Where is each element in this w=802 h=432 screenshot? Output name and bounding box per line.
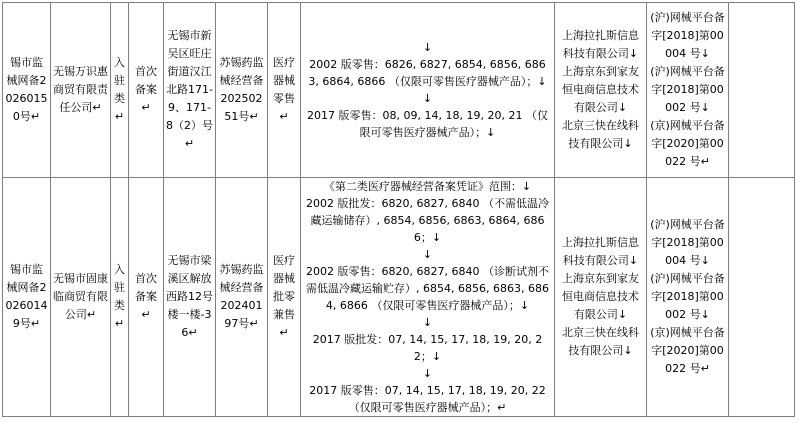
license-no-cell: 苏锡药监械经营备20240197号↵ — [216, 178, 268, 417]
entry-type-cell: 入驻类↵ — [111, 3, 129, 178]
record-kind-cell: 首次备案↵ — [129, 178, 164, 417]
business-mode-cell: 医疗器械零售↵ — [268, 3, 301, 178]
scope-line: 2017 版批发：07, 14, 15, 17, 18, 19, 20, 22；↓ — [312, 333, 543, 363]
record-no-cell: 锡市监械网备20260150号↵ — [3, 3, 51, 178]
company-cell: 无锡万识惠商贸有限责任公司↵ — [51, 3, 111, 178]
table-row — [3, 178, 795, 417]
platform-name: 上海京东到家友恒电商信息技术有限公司↓ — [562, 272, 639, 321]
scope-line: ↓ — [422, 41, 433, 54]
scope-cell — [301, 178, 555, 417]
filing-no: (京)网械平台备字[2020]第00022 号↵ — [650, 119, 725, 168]
empty-cell — [729, 3, 795, 178]
platform-cell — [555, 3, 647, 178]
filing-no: (沪)网械平台备字[2018]第00004 号↓ — [650, 11, 725, 60]
scope-line: 2002 版批发：6820, 6827, 6840 （不需低温冷藏运输储存）, 6854, 6856, 6863, 6864, 6866；↓ — [306, 197, 549, 244]
scope-line: ↓ — [422, 316, 433, 329]
table-row — [3, 3, 795, 178]
filing-no: (沪)网械平台备字[2018]第00002 号↓ — [650, 65, 725, 114]
filing-no: (沪)网械平台备字[2018]第00002 号↓ — [650, 272, 725, 321]
platform-name: 上海京东到家友恒电商信息技术有限公司↓ — [562, 65, 639, 114]
scope-line: 《第二类医疗器械经营备案凭证》范围：↓ — [323, 180, 532, 193]
scope-line: ↓ — [422, 92, 433, 105]
filing-no: (沪)网械平台备字[2018]第00004 号↓ — [650, 218, 725, 267]
scope-line: 2002 版零售：6820, 6827, 6840 （诊断试剂不需低温冷藏运输贮存）, 6854, 6856, 6863, 6864, 6866 （仅限可零售医疗器械产品）；↓ — [306, 265, 549, 312]
business-mode-cell: 医疗器械批零兼售↵ — [268, 178, 301, 417]
platform-name: 北京三快在线科技有限公司↓ — [562, 119, 639, 150]
empty-cell — [729, 178, 795, 417]
platform-cell — [555, 178, 647, 417]
record-kind-cell: 首次备案↵ — [129, 3, 164, 178]
platform-name: 上海拉扎斯信息科技有限公司↓ — [562, 29, 639, 60]
scope-line: ↓ — [422, 248, 433, 261]
filing-no: (京)网械平台备字[2020]第00022 号↵ — [650, 326, 725, 375]
filing-cell — [647, 3, 729, 178]
filing-cell — [647, 178, 729, 417]
entry-type-cell: 入驻类↵ — [111, 178, 129, 417]
platform-name: 上海拉扎斯信息科技有限公司↓ — [562, 236, 639, 267]
company-cell: 无锡市固康临商贸有限公司↵ — [51, 178, 111, 417]
license-no-cell: 苏锡药监械经营备20250251号↵ — [216, 3, 268, 178]
address-cell: 无锡市新吴区旺庄街道汉江北路171-9、171-8（2）号↵ — [164, 3, 216, 178]
scope-cell — [301, 3, 555, 178]
platform-name: 北京三快在线科技有限公司↓ — [562, 326, 639, 357]
registration-table — [2, 2, 795, 417]
scope-line: 2017 版零售：07, 14, 15, 17, 18, 19, 20, 22 （仅限可零售医疗器械产品）；↵ — [309, 384, 546, 414]
scope-line: 2017 版零售：08, 09, 14, 18, 19, 20, 21 （仅限可零售医疗器械产品）；↓ — [307, 109, 548, 139]
scope-line: ↓ — [422, 367, 433, 380]
record-no-cell: 锡市监械网备20260149号↵ — [3, 178, 51, 417]
scope-line: 2002 版零售：6826, 6827, 6854, 6856, 6863, 6864, 6866 （仅限可零售医疗器械产品）；↓ — [308, 58, 547, 88]
address-cell: 无锡市梁溪区解放西路12号楼一楼-36↵ — [164, 178, 216, 417]
